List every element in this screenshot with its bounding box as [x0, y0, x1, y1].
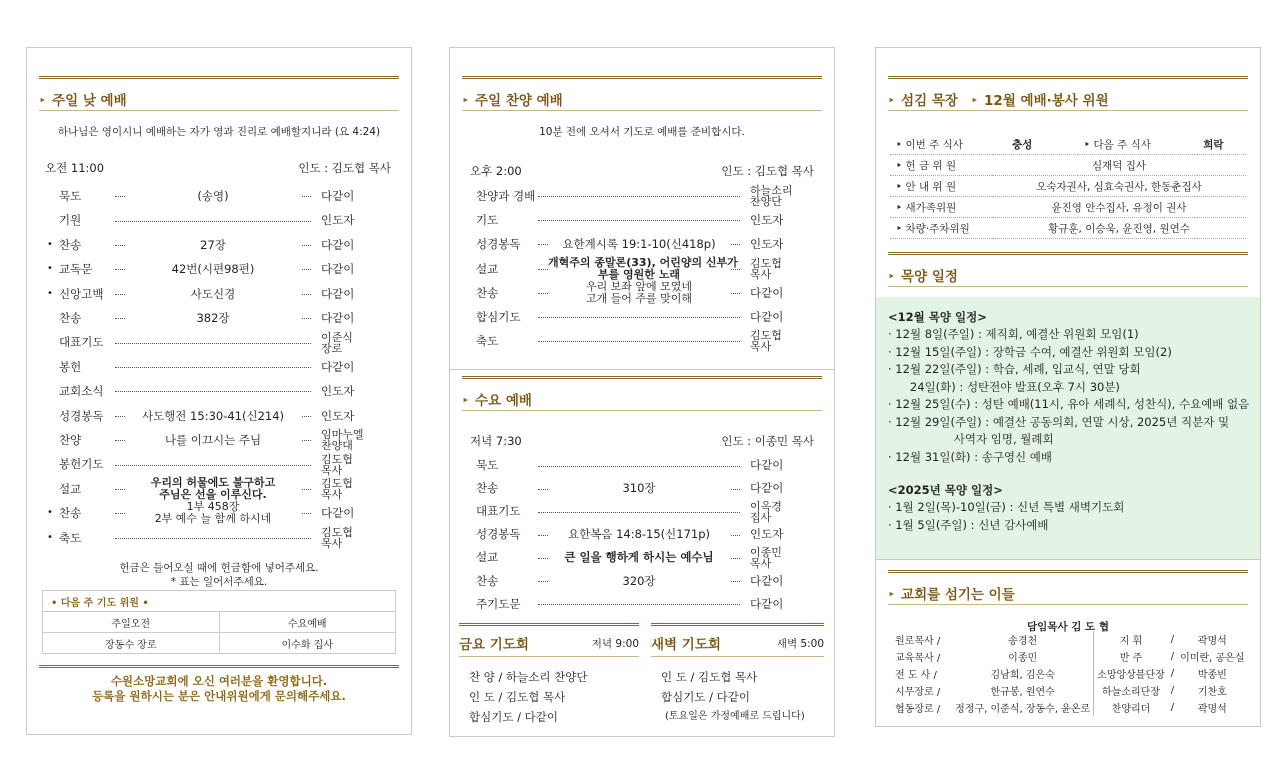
worship-row [476, 570, 816, 593]
leader-dots [115, 367, 311, 368]
item-detail: 요한계시록 19:1-10(신418p) [548, 232, 730, 256]
item-leader-line: 목사 [321, 487, 343, 501]
item-label: 교회소식 [59, 384, 104, 399]
item-detail: 320장 [548, 570, 730, 593]
schedule-item: 사역자 임명, 월례회 [888, 432, 1054, 446]
section-service-committee [888, 76, 1248, 111]
staff-role: 원로목사 / [895, 636, 941, 647]
worship-row [59, 452, 393, 476]
staff-role: 하늘소리단장 [1102, 687, 1160, 698]
committee-label: 안 내 위 원 [905, 180, 957, 193]
dawn-row: 합심기도 / 다같이 [661, 690, 750, 704]
item-leader [317, 429, 397, 451]
schedule-item: · 12월 31일(화) : 송구영신 예배 [888, 449, 1053, 464]
item-leader: 인도자 [317, 208, 397, 232]
item-leader [746, 185, 820, 207]
leader-dots [115, 343, 311, 344]
item-leader: 다같이 [317, 184, 397, 208]
worship-row [59, 404, 393, 428]
staff-separator: / [1170, 702, 1175, 713]
committee-label: 차량·주차위원 [905, 222, 970, 235]
next-value-sunday: 장동수 장로 [43, 633, 220, 654]
section-title: ‣ 수요 예배 [462, 389, 532, 409]
leader-dots [115, 221, 311, 222]
dawn-title: 새벽 기도회 [651, 637, 721, 653]
worship-row [476, 593, 816, 616]
item-leader-line: 임마누엘 [321, 428, 364, 442]
worship-row [476, 454, 816, 477]
staff-name: 이미란, 공은실 [1180, 653, 1245, 664]
leader-dots [538, 466, 740, 467]
schedule-item: · 1월 2일(목)-10일(금) : 신년 특별 새벽기도회 [888, 500, 1125, 514]
dawn-note: (토요일은 가정예배로 드립니다) [665, 711, 805, 722]
item-label: 합심기도 [476, 310, 521, 324]
meal-next-label: 다음 주 식사 [1093, 138, 1151, 151]
item-detail: 사도행전 15:30-41(신214) [125, 404, 301, 428]
divider [876, 559, 1260, 560]
staff-role: 반 주 [1119, 653, 1143, 664]
required-stand-mark: • [47, 531, 53, 543]
item-leader: 인도자 [317, 404, 397, 428]
item-detail: 큰 일을 행하게 하시는 예수님 [548, 546, 730, 569]
worship-row [476, 523, 816, 546]
worship-row [476, 257, 816, 281]
staff-name: 한규봉, 원연수 [952, 682, 1094, 699]
standing-note: * 표는 일어서주세요. [170, 576, 268, 588]
item-detail [125, 477, 301, 501]
item-leader: 다같이 [746, 593, 820, 616]
staff-row [892, 648, 1248, 665]
section-title: ‣ 주일 낮 예배 [39, 89, 127, 109]
item-label: 찬송 [59, 311, 82, 325]
item-label: 찬송 [59, 506, 82, 521]
staff-name: 곽명석 [1197, 704, 1227, 715]
meal-this-label: 이번 주 식사 [905, 138, 963, 151]
item-detail: 382장 [125, 306, 301, 330]
item-leader [317, 527, 397, 549]
item-label: 설교 [476, 550, 499, 565]
item-detail: 사도신경 [125, 282, 301, 306]
service-time: 오전 11:00 [45, 161, 105, 175]
item-leader [746, 330, 820, 352]
schedule-item: · 12월 29일(주일) : 예결산 공동의회, 연말 시상, 2025년 직분자 및 [888, 414, 1230, 429]
meal-row: ‣ 이번 주 식사 충성 ‣ 다음 주 식사 희락 [890, 134, 1246, 155]
worship-row [59, 477, 393, 501]
item-detail-line: 2부 예수 늘 함께 하시네 [154, 512, 272, 526]
divider [462, 410, 822, 411]
section-title: ‣ 교회를 섬기는 이들 [888, 583, 1015, 603]
item-label: 성경봉독 [476, 237, 521, 252]
worship-row [476, 546, 816, 569]
item-detail [125, 501, 301, 525]
item-detail-line: 개혁주의 종말론(33), 어린양의 신부가 [548, 255, 738, 269]
worship-row [59, 306, 393, 330]
item-detail: 27장 [125, 233, 301, 257]
next-header-wednesday: 수요예배 [219, 612, 396, 633]
worship-row [476, 208, 816, 232]
item-label: 설교 [476, 261, 499, 276]
worship-row [476, 184, 816, 208]
item-leader-line: 장로 [321, 341, 343, 355]
welcome-line-2: 등록을 원하시는 분은 안내위원에게 문의해주세요. [92, 689, 346, 703]
item-leader-line: 목사 [321, 463, 343, 477]
praise-leader: 인도 : 김도협 목사 [721, 164, 814, 178]
item-label: 기도 [476, 213, 499, 228]
item-detail: (송영) [125, 184, 301, 208]
item-label: 찬양과 경배 [476, 189, 536, 203]
worship-row [59, 379, 393, 403]
leader-dots [538, 220, 740, 221]
welcome-line-1: 수원소망교회에 오신 여러분을 환영합니다. [110, 674, 328, 688]
staff-table [892, 631, 1248, 716]
worship-row [476, 232, 816, 256]
next-week-prayer-table [42, 590, 396, 654]
divider [39, 665, 399, 668]
item-label: 교독문 [59, 262, 93, 277]
meal-next-value: 희락 [1197, 134, 1246, 155]
schedule-heading-2025: <2025년 목양 일정> [888, 483, 1003, 497]
offering-note: 헌금은 들어오실 때에 헌금함에 넣어주세요. [119, 562, 319, 574]
staff-separator: / [1170, 651, 1175, 662]
item-leader: 인도자 [746, 523, 820, 546]
item-leader-line: 이옥경 [750, 499, 782, 513]
committee-row: ‣ 새가족위원 윤진영 안수집사, 유정이 권사 [890, 197, 1246, 218]
friday-row: 찬 양 / 하늘소리 찬양단 [469, 670, 588, 684]
required-stand-mark: • [47, 287, 53, 299]
required-stand-mark: • [47, 238, 53, 250]
item-leader-line: 목사 [321, 536, 343, 550]
item-detail-line: 고개 들어 주를 맞이해 [585, 291, 693, 305]
committee-value: 오숙자권사, 심효숙권사, 한동춘집사 [992, 176, 1246, 197]
leader-dots [538, 604, 740, 605]
wednesday-time: 저녁 7:30 [470, 434, 522, 448]
item-leader: 인도자 [746, 208, 820, 232]
divider [450, 369, 834, 370]
item-label: 축도 [59, 530, 82, 545]
item-detail-line: 우리의 허물에도 불구하고 [150, 475, 276, 489]
committee-table [890, 134, 1246, 239]
staff-name: 기찬호 [1197, 687, 1227, 698]
worship-row [476, 329, 816, 353]
required-stand-mark: • [47, 263, 53, 275]
item-leader: 다같이 [317, 355, 397, 379]
staff-row [892, 631, 1248, 648]
meal-this-value: 충성 [992, 134, 1078, 155]
schedule-item: 24일(화) : 성탄전야 발표(오후 7시 30분) [888, 379, 1120, 394]
staff-row [892, 665, 1248, 682]
item-label: 기원 [59, 213, 82, 228]
item-detail: 310장 [548, 477, 730, 500]
item-leader-line: 하늘소리 [750, 184, 793, 198]
staff-role: 찬양리더 [1111, 704, 1151, 715]
staff-name: 정정구, 이준식, 장동수, 윤온로 [952, 699, 1094, 716]
item-detail-line: 부를 영원한 노래 [597, 267, 681, 281]
item-label: 설교 [59, 481, 82, 496]
item-leader-line: 찬양단 [750, 195, 782, 209]
item-leader: 다같이 [746, 570, 820, 593]
staff-role: 지 휘 [1119, 636, 1143, 647]
section-wednesday-service [462, 376, 822, 411]
committee-row: ‣ 헌 금 위 원 심재덕 집사 [890, 155, 1246, 176]
section-staff [888, 570, 1248, 605]
section-title: ‣ 주일 찬양 예배 [462, 89, 563, 109]
item-leader: 다같이 [746, 281, 820, 305]
item-leader: 인도자 [746, 232, 820, 256]
worship-row [59, 208, 393, 232]
staff-name: 곽명석 [1197, 636, 1227, 647]
item-leader: 다같이 [317, 257, 397, 281]
item-leader-line: 김도협 [750, 256, 782, 270]
item-label: 주기도문 [476, 596, 521, 611]
leader-dots [538, 317, 740, 318]
staff-name: 송경천 [952, 631, 1094, 648]
friday-prayer [459, 623, 639, 727]
item-leader [317, 332, 397, 354]
item-leader-line: 김도협 [321, 452, 353, 466]
item-detail-line: 우리 보좌 앞에 모였네 [585, 279, 693, 293]
item-label: 성경봉독 [476, 527, 521, 542]
item-leader [317, 454, 397, 476]
item-label: 축도 [476, 334, 499, 349]
schedule-item: · 1월 5일(주일) : 신년 감사예배 [888, 517, 1049, 532]
item-leader [746, 258, 820, 280]
divider [888, 604, 1248, 605]
item-leader [746, 501, 820, 523]
item-detail [548, 255, 738, 281]
staff-separator: / [1170, 668, 1175, 679]
friday-row: 합심기도 / 다같이 [469, 710, 558, 724]
item-leader-line: 김도협 [321, 476, 353, 490]
worship-row [47, 525, 393, 550]
section-title-2: ‣ 12월 예배·봉사 위원 [971, 89, 1109, 109]
verse: 하나님은 영이시니 예배하는 자가 영과 진리로 예배할지니라 (요 4:24) [57, 126, 381, 138]
staff-row [892, 682, 1248, 699]
worship-row [476, 281, 816, 305]
staff-row [892, 699, 1248, 716]
staff-separator: / [1170, 634, 1175, 645]
item-leader-line: 이종민 [750, 545, 782, 559]
committee-value: 윤진영 안수집사, 유정이 권사 [992, 197, 1246, 218]
panel-praise-service [449, 47, 835, 737]
schedule-heading-december: <12월 목양 일정> [888, 310, 987, 324]
item-label: 성경봉독 [59, 408, 104, 423]
item-label: 찬양 [59, 433, 82, 447]
item-leader-line: 집사 [750, 510, 772, 524]
item-leader: 다같이 [746, 454, 820, 477]
dawn-prayer [651, 623, 824, 727]
schedule-item: · 12월 8일(주일) : 제직회, 예결산 위원회 모임(1) [888, 327, 1139, 341]
praise-intro: 10분 전에 오셔서 기도로 예배를 준비합시다. [539, 126, 745, 138]
item-detail: 요한복음 14:8-15(신171p) [548, 523, 730, 546]
schedule-item: · 12월 22일(주일) : 학습, 세례, 입교식, 연말 당회 [888, 362, 1141, 376]
dawn-row: 인 도 / 김도협 목사 [661, 670, 758, 684]
item-leader: 다같이 [317, 233, 397, 257]
item-label: 봉헌 [59, 359, 82, 374]
divider [462, 110, 822, 111]
item-detail: 나를 이끄시는 주님 [125, 428, 301, 452]
leader-dots [115, 538, 311, 539]
friday-title: 금요 기도회 [459, 637, 529, 653]
worship-row [47, 282, 393, 306]
friday-row: 인 도 / 김도협 목사 [469, 690, 566, 704]
committee-label: 헌 금 위 원 [905, 159, 957, 172]
dawn-time: 새벽 5:00 [776, 638, 824, 650]
worship-row [476, 500, 816, 523]
staff-name: 김남희, 김은숙 [952, 665, 1094, 682]
section-title: ‣ 목양 일정 [888, 265, 958, 285]
item-leader: 다같이 [746, 305, 820, 329]
leader-dots [538, 341, 740, 342]
item-leader-line: 김도협 [750, 329, 782, 343]
schedule-item: · 12월 25일(수) : 성탄 예배(11시, 유아 세례식, 성찬식), 수요예배 없음 [888, 397, 1250, 411]
committee-row: ‣ 안 내 위 원 오숙자권사, 심효숙권사, 한동춘집사 [890, 176, 1246, 197]
item-leader: 다같이 [317, 306, 397, 330]
item-leader-line: 목사 [750, 267, 772, 281]
item-leader-line: 이준식 [321, 330, 353, 344]
item-detail [548, 281, 730, 305]
item-label: 찬송 [476, 285, 499, 300]
staff-name: 박종빈 [1197, 670, 1227, 681]
staff-separator: / [1170, 685, 1175, 696]
next-week-title: • 다음 주 기도 위원 • [43, 591, 396, 612]
item-label: 대표기도 [476, 504, 521, 519]
item-detail: 42번(시편98편) [125, 257, 301, 281]
divider [39, 110, 399, 111]
wednesday-leader: 인도 : 이종민 목사 [721, 434, 814, 448]
panel-ministry [875, 47, 1261, 727]
panel-sunday-service [26, 47, 412, 735]
staff-name: 이종민 [952, 648, 1094, 665]
item-label: 찬송 [59, 237, 82, 252]
staff-role: 교육목사 / [895, 653, 941, 664]
item-label: 찬송 [476, 573, 499, 588]
item-label: 찬송 [476, 481, 499, 496]
worship-row [476, 477, 816, 500]
item-leader: 다같이 [746, 477, 820, 500]
service-leader: 인도 : 김도협 목사 [298, 161, 391, 175]
section-praise-service [462, 76, 822, 111]
item-label: 대표기도 [59, 335, 104, 350]
schedule-item: · 12월 15일(주일) : 장학금 수여, 예결산 위원회 모임(2) [888, 344, 1172, 359]
next-value-wednesday: 이수화 집사 [219, 633, 396, 654]
item-detail-line: 1부 458장 [186, 500, 240, 514]
item-leader: 다같이 [317, 501, 397, 525]
staff-role: 시무장로 / [895, 687, 941, 698]
item-leader-line: 찬양대 [321, 439, 353, 453]
leader-dots [538, 512, 740, 513]
schedule-box [876, 297, 1260, 559]
friday-time: 저녁 9:00 [591, 638, 639, 650]
worship-row [476, 305, 816, 329]
item-label: 봉헌기도 [59, 457, 104, 472]
worship-row [59, 330, 393, 354]
committee-label: 새가족위원 [905, 201, 957, 214]
item-label: 신앙고백 [59, 286, 104, 301]
item-label: 묵도 [476, 458, 499, 472]
section-title: ‣ 섬김 목장 [888, 89, 958, 109]
staff-role: 소망앙상블단장 [1097, 670, 1165, 681]
leader-dots [538, 196, 740, 197]
item-leader: 인도자 [317, 379, 397, 403]
committee-value: 황규훈, 이승욱, 윤진영, 원연수 [992, 218, 1246, 239]
item-leader-line: 목사 [750, 340, 772, 354]
divider [888, 286, 1248, 287]
leader-dots [115, 465, 311, 466]
item-leader: 다같이 [317, 282, 397, 306]
committee-value: 심재덕 집사 [992, 155, 1246, 176]
praise-time: 오후 2:00 [470, 164, 522, 178]
worship-row [59, 355, 393, 379]
section-sunday-service [39, 76, 399, 111]
item-leader-line: 목사 [750, 556, 772, 570]
item-detail-line: 주님은 선을 이루신다. [159, 487, 267, 501]
worship-row [47, 233, 393, 257]
item-leader [317, 478, 397, 500]
item-leader [746, 547, 820, 569]
item-leader-line: 김도협 [321, 525, 353, 539]
worship-row [59, 184, 393, 208]
leader-dots [115, 391, 311, 392]
next-header-sunday: 주일오전 [43, 612, 220, 633]
worship-row [47, 257, 393, 281]
worship-row [47, 500, 393, 526]
item-label: 묵도 [59, 189, 82, 203]
committee-row: ‣ 차량·주차위원 황규훈, 이승욱, 윤진영, 원연수 [890, 218, 1246, 239]
required-stand-mark: • [47, 507, 53, 519]
senior-pastor: 담임목사 김 도 협 [1027, 621, 1109, 633]
worship-row [59, 428, 393, 452]
divider [888, 110, 1248, 111]
section-schedule [888, 252, 1248, 287]
staff-role: 전 도 사 / [895, 670, 937, 681]
staff-role: 협동장로 / [895, 704, 941, 715]
